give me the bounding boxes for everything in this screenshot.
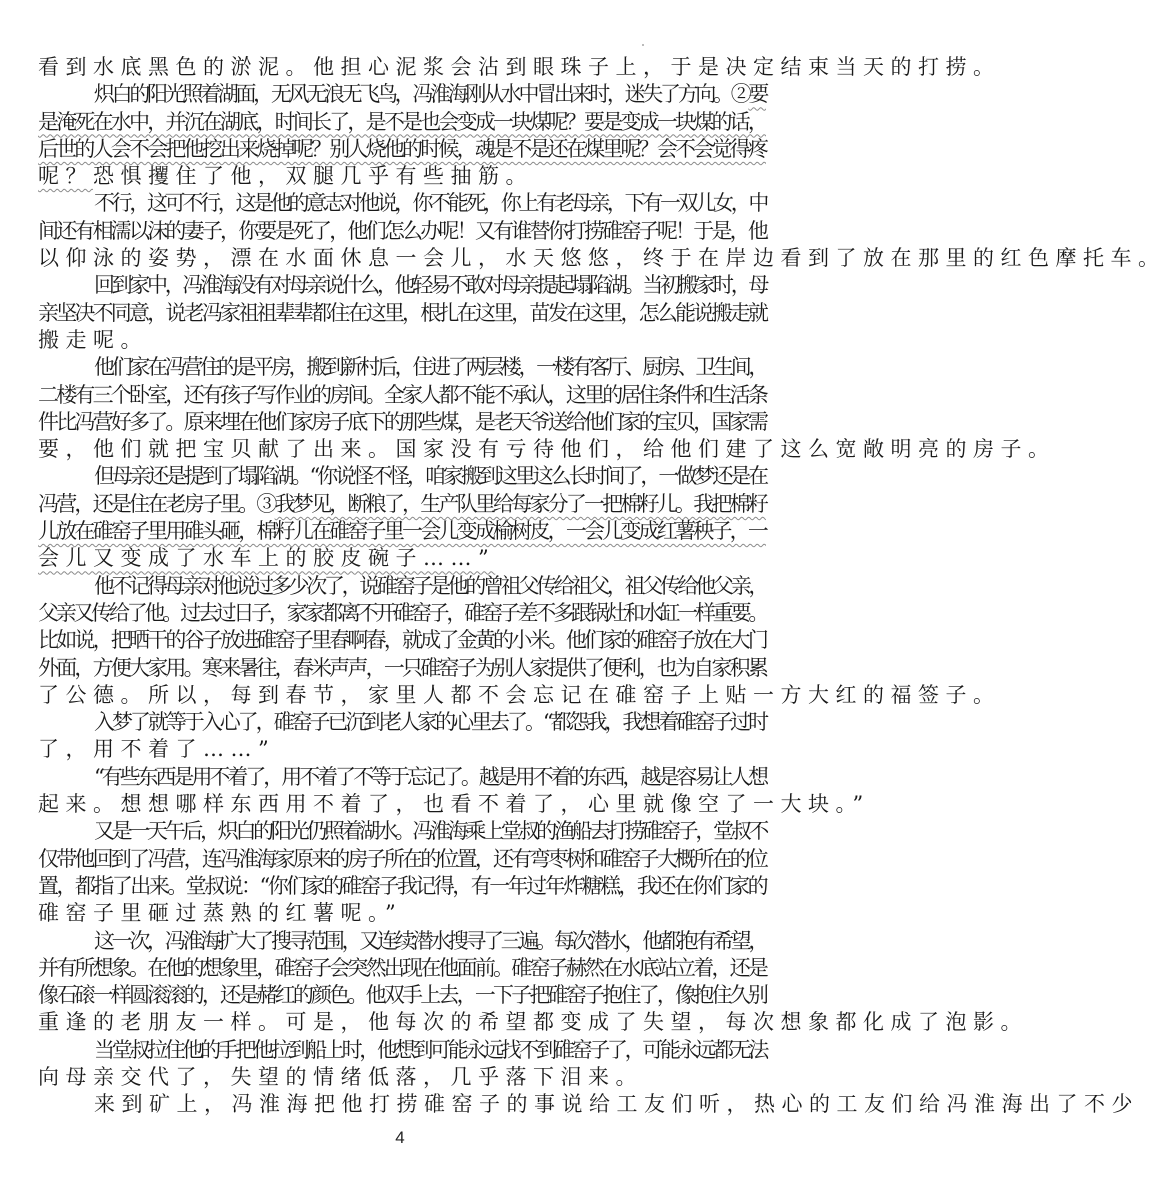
- text-line: [38, 491, 766, 518]
- text-segment: 看到水底黑色的淤泥。他担心泥浆会沾到眼珠子上，于是决定结束当天的打捞。: [38, 55, 1001, 79]
- text-line: [38, 54, 1001, 81]
- text-line: [38, 764, 766, 791]
- text-line: [38, 327, 766, 354]
- text-line: [38, 218, 766, 245]
- text-segment: 重逢的老朋友一样。可是，他每次的希望都变成了失望，每次想象都化成了泡影。: [38, 1010, 1028, 1035]
- text-line: [38, 682, 1001, 709]
- paragraph: [38, 764, 870, 819]
- text-segment: 二楼有三个卧室，还有孩子写作业的房间。全家人都不能不承认，这里的居住条件和生活条: [38, 382, 766, 407]
- paragraph: [38, 928, 1028, 1037]
- text-line: [38, 873, 766, 900]
- paragraph: [38, 190, 1166, 272]
- paragraph: [38, 818, 766, 927]
- text-segment: “有些东西是用不着了，用不着了不等于忘记了。越是用不着的东西，越是容易让人想: [94, 764, 766, 789]
- text-line: [38, 382, 766, 409]
- text-segment: 亲坚决不同意，说老冯家祖祖辈辈都住在这里，根扎在这里，苗发在这里，怎么能说搬走就: [38, 300, 766, 325]
- text-segment: 来到矿上，冯淮海把他打捞碓窑子的事说给工友们听，热心的工友们给冯淮海出了不少: [94, 1092, 1139, 1117]
- wavy-underlined-text: 后世的人会不会把他挖出来烧掉呢？别人烧他的时候，魂是不是还在煤里呢？会不会觉得疼: [38, 136, 766, 161]
- text-segment: 外面，方便大家用。寒来暑往，舂米声声，一只碓窑子为别人家提供了便利，也为自家积累: [38, 655, 766, 680]
- text-line: [38, 573, 766, 600]
- text-line: [38, 463, 766, 490]
- text-line: [38, 791, 870, 818]
- text-segment: 间还有相濡以沫的妻子，你要是死了，他们怎么办呢！又有谁替你打捞碓窑子呢！于是，他: [38, 218, 766, 243]
- text-line: [38, 900, 766, 927]
- text-line: [38, 109, 766, 136]
- text-line: [38, 436, 1056, 463]
- text-segment: 比如说，把晒干的谷子放进碓窑子里舂啊舂，就成了金黄的小米。他们家的碓窑子放在大门: [38, 628, 766, 653]
- text-line: [38, 163, 766, 190]
- text-segment: 冯营，还是住在老房子里。③: [38, 491, 275, 516]
- text-line: [38, 409, 766, 436]
- text-line: [38, 1009, 1028, 1036]
- wavy-underlined-text: 呢？: [38, 164, 93, 189]
- paragraph: [38, 354, 1056, 463]
- text-line: [38, 81, 766, 108]
- text-line: [38, 354, 766, 381]
- text-segment: 他不记得母亲对他说过多少次了，说碓窑子是他的曾祖父传给祖父，祖父传给他父亲，: [94, 573, 766, 598]
- text-segment: 像石磙一样圆滚滚的，还是赭红的颜色。他双手上去，一下子把碓窑子抱住了，像抱住久别: [38, 983, 766, 1008]
- text-line: [38, 928, 766, 955]
- text-segment: 并有所想象。在他的想象里，碓窑子会突然出现在他面前。碓窑子赫然在水底站立着，还是: [38, 955, 766, 980]
- text-segment: 起来。想想哪样东西用不着了，也看不着了，心里就像空了一大块。”: [38, 792, 870, 817]
- text-line: [38, 190, 766, 217]
- text-line: [38, 136, 766, 163]
- text-line: [38, 655, 766, 682]
- text-segment: 向母亲交代了，失望的情绪低落，几乎落下泪来。: [38, 1064, 643, 1089]
- text-line: [38, 709, 766, 736]
- page-number: 4: [395, 1128, 405, 1147]
- text-segment: 炽白的阳光照着湖面，无风无浪无飞鸟，冯淮海刚从水中冒出来时，迷失了方向。②: [94, 82, 749, 107]
- wavy-underlined-text: 儿放在碓窑子里用碓头砸，棉籽儿在碓窑子里一会儿变成榆树皮，一会儿变成红薯秧子，一: [38, 519, 766, 544]
- paragraph: [38, 272, 766, 354]
- text-line: [38, 982, 766, 1009]
- text-segment: 以仰泳的姿势，漂在水面休息一会儿，水天悠悠，终于在岸边看到了放在那里的红色摩托车。: [38, 246, 1166, 271]
- text-line: [38, 955, 766, 982]
- text-line: [38, 818, 766, 845]
- text-segment: 这一次，冯淮海扩大了搜寻范围，又连续潜水搜寻了三遍。每次潜水，他都抱有希望，: [94, 928, 766, 953]
- text-segment: 回到家中，冯淮海没有对母亲说什么，他轻易不敢对母亲提起塌陷湖。当初搬家时，母: [94, 273, 766, 298]
- text-segment: 不行，这可不行，这是他的意志对他说，你不能死，你上有老母亲，下有一双儿女，中: [94, 191, 766, 216]
- text-segment: 了，用不着了……”: [38, 737, 276, 762]
- scan-speck: [642, 44, 644, 46]
- document-body: [38, 54, 1166, 1119]
- text-line: [38, 245, 1166, 272]
- text-line: [38, 736, 766, 763]
- text-line: [38, 272, 766, 299]
- wavy-underlined-text: 我梦见，断粮了，生产队里给每家分了一把棉籽儿。我把棉籽: [274, 491, 766, 516]
- text-segment: 父亲又传给了他。过去过日子，家家都离不开碓窑子，碓窑子差不多跟锅灶和水缸一样重要。: [38, 600, 766, 625]
- text-line: [38, 1091, 1139, 1118]
- text-segment: 件比冯营好多了。原来埋在他们家房子底下的那些煤，是老天爷送给他们家的宝贝，国家需: [38, 409, 766, 434]
- text-line: [38, 600, 766, 627]
- text-line: [38, 627, 766, 654]
- text-segment: 置，都指了出来。堂叔说：“你们家的碓窑子我记得，有一年过年炸糖糕，我还在你们家的: [38, 873, 766, 898]
- text-line: [38, 518, 766, 545]
- text-segment: 但母亲还是提到了塌陷湖。“你说怪不怪，咱家搬到这里这么长时间了，一做梦还是在: [94, 464, 766, 489]
- text-segment: 要，他们就把宝贝献了出来。国家没有亏待他们，给他们建了这么宽敞明亮的房子。: [38, 437, 1056, 462]
- paragraph: [38, 463, 766, 572]
- paragraph: [38, 1091, 1139, 1118]
- text-segment: 恐惧攫住了他，双腿几乎有些抽筋。: [93, 164, 533, 189]
- paragraph: [38, 81, 766, 190]
- paragraph: [38, 573, 1001, 709]
- text-segment: 当堂叔拉住他的手把他拉到船上时，他想到可能永远找不到碓窑子了，可能永远都无法: [94, 1037, 766, 1062]
- text-line: [38, 545, 766, 572]
- text-segment: 碓窑子里砸过蒸熟的红薯呢。”: [38, 901, 403, 926]
- text-line: [38, 1064, 766, 1091]
- text-segment: 入梦了就等于入心了，碓窑子已沉到老人家的心里去了。“都怨我，我想着碓窑子过时: [94, 710, 766, 735]
- wavy-underlined-text: 是淹死在水中，并沉在湖底，时间长了，是不是也会变成一块煤呢？要是变成一块煤的话，: [38, 109, 766, 134]
- wavy-underlined-text: 会儿又变成了水车上的胶皮碗子……”: [38, 546, 496, 571]
- text-segment: 搬走呢。: [38, 327, 148, 352]
- text-line: [38, 1037, 766, 1064]
- paragraph: [38, 1037, 766, 1092]
- text-segment: 又是一天午后，炽白的阳光仍照着湖水。冯淮海乘上堂叔的渔船去打捞碓窑子，堂叔不: [94, 819, 766, 844]
- text-line: [38, 846, 766, 873]
- paragraph: [38, 54, 1001, 81]
- text-segment: 他们家在冯营住的是平房，搬到新村后，住进了两层楼，一楼有客厅、厨房、卫生间，: [94, 355, 766, 380]
- paragraph: [38, 709, 766, 764]
- text-segment: 了公德。所以，每到春节，家里人都不会忘记在碓窑子上贴一方大红的福签子。: [38, 682, 1001, 707]
- wavy-underlined-text: 要: [748, 82, 766, 107]
- text-segment: 仅带他回到了冯营，连冯淮海家原来的房子所在的位置，还有弯枣树和碓窑子大概所在的位: [38, 846, 766, 871]
- text-line: [38, 300, 766, 327]
